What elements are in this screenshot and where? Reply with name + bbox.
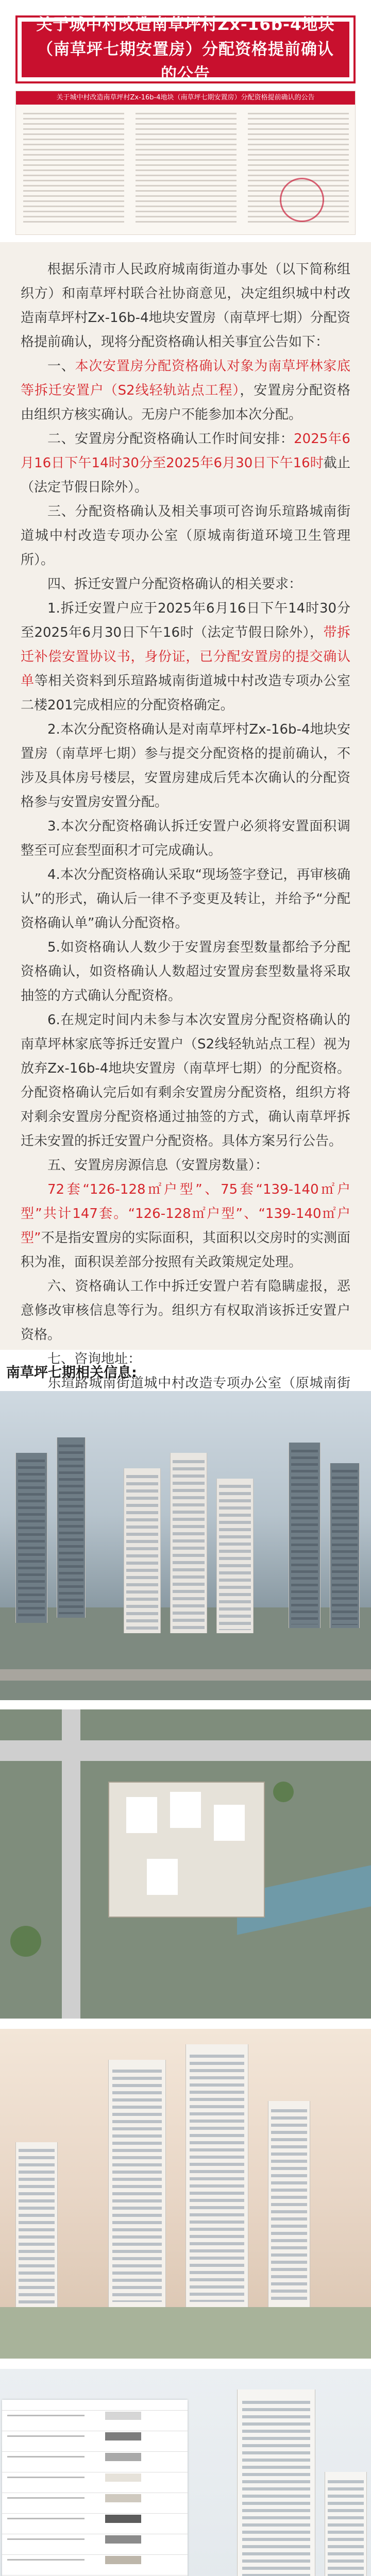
building-footprint [147, 1859, 178, 1895]
project-tower [185, 2044, 248, 2307]
highlight-text: 本次安置房分配资格确认对象为南草坪林家底等拆迁安置户（S2线轻轨站点工程） [21, 359, 350, 398]
color-swatch [105, 2453, 141, 2461]
tree [10, 1926, 41, 1957]
table-row [2, 2410, 188, 2421]
notice-paragraph [21, 354, 350, 427]
project-tower [268, 2101, 310, 2307]
color-swatch [105, 2535, 141, 2544]
towers-rendering-image[interactable] [0, 2029, 371, 2359]
site-plan-image[interactable] [0, 1709, 371, 2019]
text-run: 乐瑄路城南街道城中村改造专项办公室（原城南街 [47, 1376, 350, 1391]
background-tower [289, 1443, 321, 1628]
table-row [2, 2431, 188, 2442]
project-tower [15, 2142, 58, 2307]
color-swatch [105, 2412, 141, 2420]
background-tower [15, 1453, 47, 1623]
table-row [2, 2513, 188, 2524]
notice-paragraph [21, 597, 350, 718]
road [0, 1740, 371, 1761]
road [0, 1669, 371, 1681]
page-title: 关于城中村改造南草坪村Zx-16b-4地块（南草坪七期安置房）分配资格提前确认的公告 [36, 15, 335, 83]
color-swatch [105, 2556, 141, 2564]
aerial-rendering-image[interactable] [0, 1391, 371, 1700]
text-run: 截止（法定节假日除外）。 [21, 455, 350, 495]
project-tower [170, 1453, 207, 1633]
table-cell [7, 2559, 85, 2561]
color-swatch [105, 2494, 141, 2502]
text-run: 不是指安置房的实际面积，其面积以交房时的实测面积为准，面积误差部分按照有关政策规定处理。 [21, 1230, 350, 1270]
notice-paragraph: 五、安置房房源信息（安置房数量）： [47, 1158, 269, 1173]
project-tower [216, 1479, 254, 1633]
project-tower [325, 2472, 367, 2576]
color-swatch [105, 2515, 141, 2523]
table-row [2, 2451, 188, 2462]
building-footprint [214, 1805, 245, 1841]
notice-paragraph: 根据乐清市人民政府城南街道办事处（以下简称组织方）和南草坪村联合社协商意见，决定组织城中村改造南草坪村Zx-16b-4地块安置房（南草坪七期）分配资格提前确认，现将分配资格确认相关事宜公告如下： [21, 262, 350, 350]
table-cell [7, 2435, 85, 2437]
notice-image-column-1 [23, 113, 124, 224]
highlight-text: 带拆迁补偿安置协议书，身份证，已分配安置房的提交确认单 [21, 625, 350, 689]
material-color-table [2, 2400, 188, 2576]
background-tower [57, 1437, 86, 1618]
tree [273, 1782, 294, 1802]
title-banner [15, 15, 356, 83]
table-cell [7, 2456, 85, 2458]
road [62, 1709, 80, 2019]
notice-document-image[interactable] [15, 91, 356, 235]
notice-paragraph: 三、分配资格确认及相关事项可咨询乐瑄路城南街道城中村改造专项办公室（原城南街道环境卫生管理所）。 [21, 504, 350, 568]
notice-paragraph: 六、资格确认工作中拆迁安置户若有隐瞒虚报，恶意修改审核信息等行为。组织方有权取消该拆迁安置户资格。 [21, 1279, 350, 1343]
table-row [2, 2534, 188, 2545]
text-run: ，安置房分配资格由组织方核实确认。无房户不能参加本次分配。 [21, 383, 350, 422]
table-cell [7, 2518, 85, 2519]
notice-image-column-2 [136, 113, 237, 224]
project-tower [108, 2060, 166, 2307]
table-cell [7, 2538, 85, 2540]
project-tower [124, 1468, 161, 1633]
table-row [2, 2493, 188, 2503]
notice-paragraph: 6.在规定时间内未参与本次安置房分配资格确认的南草坪林家底等拆迁安置户（S2线轻轨站点工程）视为放弃Zx-16b-4地块安置房（南草坪七期）的分配资格。分配资格确认完后如有剩余安置房分配资格，组织方将对剩余安置房分配资格通过抽签的方式，确认南草坪拆迁未安置的拆迁安置户分配资格。具体方案另行公告。 [21, 1012, 350, 1149]
table-cell [7, 2477, 85, 2478]
table-cell [7, 2497, 85, 2499]
highlight-text: 72套“126-128㎡户型”、75套“139-140㎡户型”共计147套。“126-128㎡户型”、“139-140㎡户型” [21, 1182, 350, 1246]
notice-paragraph [21, 427, 350, 500]
highlight-text: 2025年6月16日下午14时30分至2025年6月30日下午16时 [21, 431, 350, 471]
color-swatch [105, 2432, 141, 2441]
text-run: 1.拆迁安置户应于2025年6月16日下午14时30分至2025年6月30日下午16时（法定节假日除外）， [21, 601, 350, 640]
building-footprint [170, 1792, 201, 1828]
notice-paragraph: 5.如资格确认人数少于安置房套型数量都给予分配资格确认，如资格确认人数超过安置房套型数量将采取抽签的方式确认分配资格。 [21, 940, 350, 1004]
title-banner-inner [22, 15, 349, 83]
text-run: 二、安置房分配资格确认工作时间安排： [47, 431, 294, 447]
notice-content [21, 258, 350, 1493]
seal-icon [280, 178, 324, 222]
table-row [2, 2554, 188, 2565]
notice-paragraph: 2.本次分配资格确认是对南草坪村Zx-16b-4地块安置房（南草坪七期）参与提交分配资格的提前确认，不涉及具体房号楼层，安置房建成后凭本次确认的分配资格参与安置房安置分配。 [21, 722, 350, 810]
text-run: 等相关资料到乐瑄路城南街道城中村改造专项办公室二楼201完成相应的分配资格确定。 [21, 673, 350, 713]
text-run: 一、 [47, 359, 75, 374]
notice-paragraph: 七、咨询地址： [47, 1351, 142, 1367]
notice-paragraph [21, 1178, 350, 1275]
color-swatch [105, 2473, 141, 2482]
table-cell [7, 2415, 85, 2416]
notice-paragraph: 3.本次分配资格确认拆迁安置户必须将安置面积调整至可应套型面积才可完成确认。 [21, 819, 350, 858]
ground-area [0, 2307, 371, 2359]
notice-paragraph: 四、拆迁安置户分配资格确认的相关要求： [47, 577, 302, 592]
project-tower [237, 2389, 315, 2576]
material-color-rendering-image[interactable] [0, 2369, 371, 2576]
building-footprint [126, 1797, 157, 1833]
background-tower [330, 1463, 360, 1628]
notice-image-heading: 关于城中村改造南草坪村Zx-16b-4地块（南草坪七期安置房）分配资格提前确认的公告 [16, 91, 355, 105]
section-heading: 南草坪七期相关信息: [6, 1365, 137, 1381]
notice-paragraph: 4.本次分配资格确认采取“现场签字登记，再审核确认”的形式，确认后一律不予变更及转让，并给予“分配资格确认单”确认分配资格。 [21, 867, 350, 931]
table-row [2, 2472, 188, 2483]
